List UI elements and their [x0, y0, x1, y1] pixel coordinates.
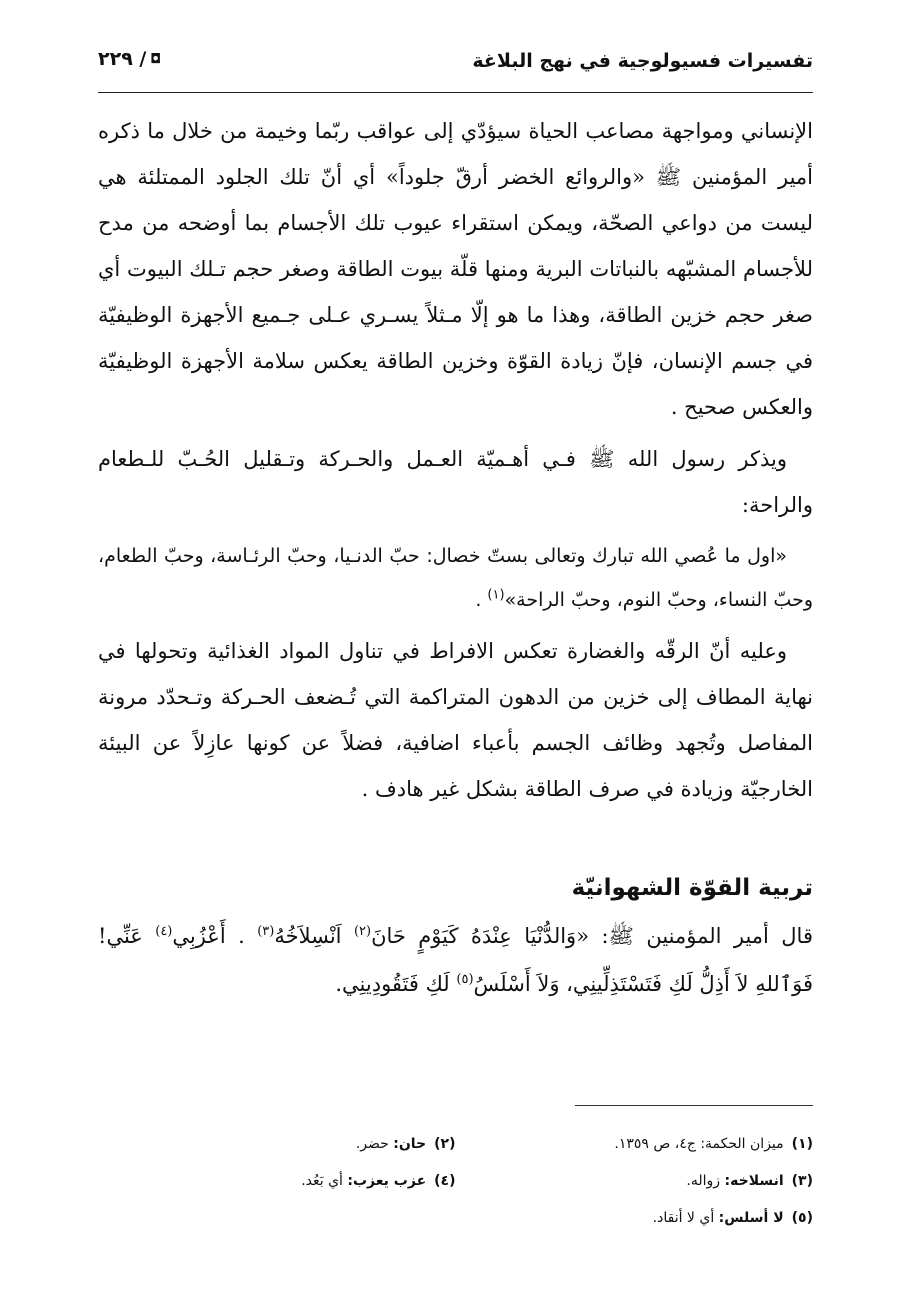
header-divider [98, 92, 813, 93]
section-hadith [98, 912, 813, 1008]
hadith-quote [98, 534, 813, 622]
quote-text: «اول ما عُصي الله تبارك وتعالى بستّ خصال: حبّ الدنـيا، وحبّ الرئـاسة، وحبّ الطعام، وحبّ النساء، وحبّ النوم، وحبّ الراحة» [98, 545, 813, 611]
footnote-term: لا أسلس: [718, 1209, 784, 1226]
hadith-intro: قال أمير المؤمنين ﷺ: « [576, 924, 813, 948]
footnote-term: عزب يعزب: [347, 1172, 427, 1189]
footnote-number: (١) [791, 1135, 813, 1152]
footnotes [98, 1125, 813, 1236]
footnote-row [98, 1125, 813, 1162]
footnote-divider [575, 1105, 813, 1106]
footnote-1 [456, 1136, 814, 1152]
footnote-text: حضر. [355, 1135, 394, 1152]
hadith-part-1: وَالدُّنْيَا عِنْدَهُ كَيَوْمٍ حَانَ [371, 924, 577, 948]
footnote-ref-2[interactable]: (٢) [353, 924, 372, 939]
hadith-part-5: لَكِ فَتَقُودِينِي. [335, 972, 457, 996]
footnote-ref-4[interactable]: (٤) [155, 924, 173, 939]
footnote-text: أي بَعُد. [301, 1172, 348, 1189]
footnote-number: (٢) [434, 1135, 456, 1152]
footnote-ref-3[interactable]: (٣) [257, 924, 275, 939]
footnote-number: (٤) [434, 1172, 456, 1189]
page-header [98, 44, 813, 84]
footnote-3 [456, 1173, 814, 1189]
footnote-ref-1[interactable]: (١) [487, 587, 505, 603]
page-number: ٢٢٩ [98, 48, 133, 70]
paragraph-2: ويذكر رسول الله ﷺ فـي أهـميّة العـمل والحـركة وتـقليل الحُـبّ للـطعام والراحة: [98, 447, 813, 517]
main-text [98, 108, 813, 1008]
running-title: تفسيرات فسيولوجية في نهج البلاغة [472, 50, 813, 72]
footnote-row [98, 1199, 813, 1236]
footnote-term: حان: [393, 1135, 427, 1152]
footnote-ref-5[interactable]: (٥) [456, 972, 474, 987]
footnote-row [98, 1162, 813, 1199]
section-heading: تربية القوّة الشهوانيّة [571, 875, 813, 901]
footnote-term: انسلاخه: [724, 1172, 784, 1189]
footnote-number: (٣) [791, 1172, 813, 1189]
page-mark-icon: ◘ [150, 52, 162, 67]
paragraph-1: الإنساني ومواجهة مصاعب الحياة سيؤدّي إلى عواقب ربّما وخيمة من خلال ما ذكره أمير المؤمنين ﷺ «والروائع الخضر أرقّ جلوداً» أي أنّ تلك الجلود الممتلئة هي ليست من دواعي الصحّة، ويمكن استقراء عيوب تلك الأجسام بما أوضحه من مدح للأجسام المشبّهه بالنباتات البرية ومنها قلّة بيوت الطاقة وصغر حجم تـلك البيوت أي صغر حجم خزين الطاقة، وهذا ما هو إلّا مـثلاً يسـري عـلى جـميع الأجهزة الوظيفيّة في جسم الإنسان، فإنّ زيادة القوّة وخزين الطاقة يعكس سلامة الأجهزة الوظيفيّة والعكس صحيح . [98, 119, 813, 419]
hadith-part-4: عَنِّي! فَوَٱللهِ لاَ أَذِلُّ لَكِ فَتَسْتَذِلِّينِي، وَلاَ أَسْلَسُ [98, 924, 813, 996]
footnote-text: زواله. [686, 1172, 725, 1189]
paragraph-3: وعليه أنّ الرقّه والغضارة تعكس الافراط في تناول المواد الغذائية وتحولها في نهاية المطاف إلى خزين من الدهون المتراكمة التي تُـضعف الحـركة وتـحدّد مرونة المفاصل وتُجهد وظائف الجسم بأعباء اضافية، فضلاً عن كونها عازِلاً عن البيئة الخارجيّة وزيادة في صرف الطاقة بشكل غير هادف . [98, 639, 813, 801]
footnote-text: ميزان الحكمة: ج٤، ص ١٣٥٩. [614, 1135, 784, 1152]
footnote-text: أي لا أنقاد. [652, 1209, 719, 1226]
page-number-block [98, 48, 165, 70]
hadith-part-3: . أَعْزُبِي [172, 924, 258, 948]
footnote-4 [98, 1173, 456, 1189]
quote-end: . [475, 589, 488, 611]
hadith-part-2: اَنْسِلاَخُهُ [274, 924, 354, 948]
footnote-2 [98, 1136, 456, 1152]
page-separator: / [139, 48, 147, 70]
footnote-5 [456, 1210, 814, 1226]
footnote-number: (٥) [791, 1209, 813, 1226]
